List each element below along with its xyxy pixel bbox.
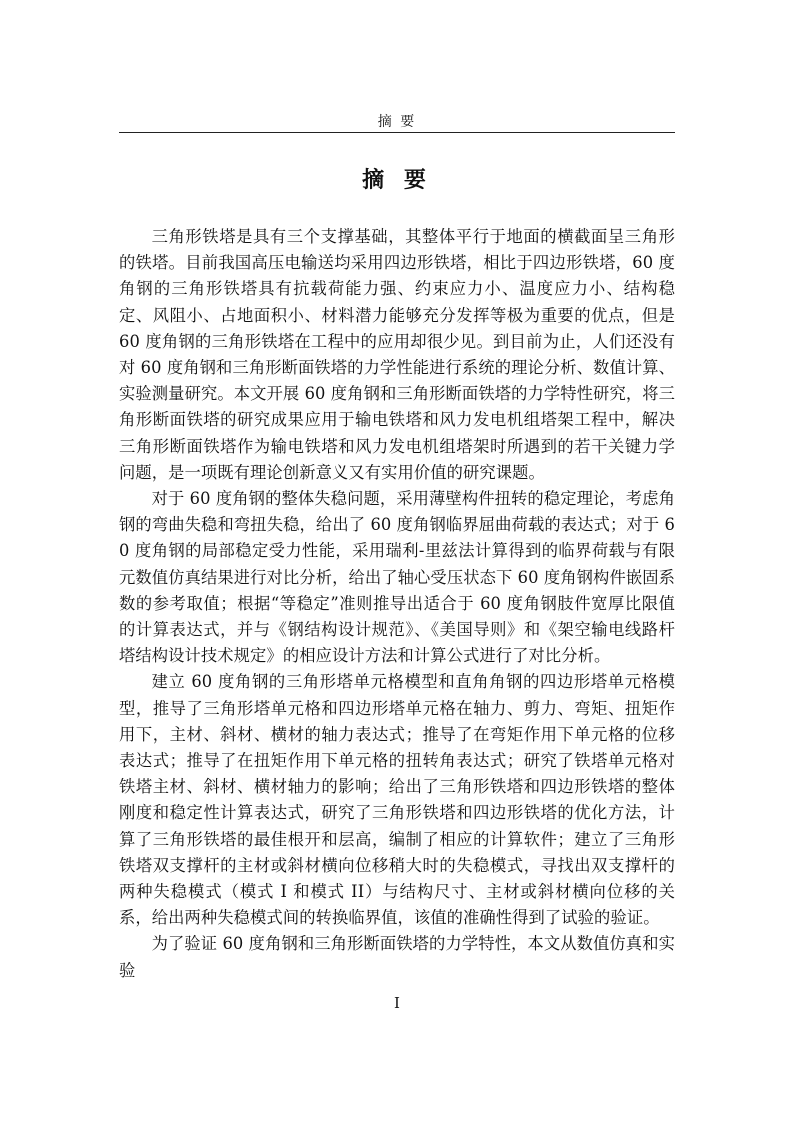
- page-number: I: [394, 994, 400, 1012]
- abstract-body: [119, 224, 675, 984]
- paragraph-3: 建立 60 度角钢的三角形塔单元格模型和直角角钢的四边形塔单元格模型，推导了三角形塔单元格和四边形塔单元格在轴力、剪力、弯矩、扭矩作用下，主材、斜材、横材的轴力表达式；推导了在弯矩作用下单元格的位移表达式；推导了在扭矩作用下单元格的扭转角表达式；研究了铁塔单元格对铁塔主材、斜材、横材轴力的影响；给出了三角形铁塔和四边形铁塔的整体刚度和稳定性计算表达式，研究了三角形铁塔和四边形铁塔的优化方法，计算了三角形铁塔的最佳根开和层高，编制了相应的计算软件；建立了三角形铁塔双支撑杆的主材或斜材横向位移稍大时的失稳模式，寻找出双支撑杆的两种失稳模式（模式 I 和模式 II）与结构尺寸、主材或斜材横向位移的关系，给出两种失稳模式间的转换临界值，该值的准确性得到了试验的验证。: [119, 672, 675, 928]
- paragraph-2: 对于 60 度角钢的整体失稳问题，采用薄壁构件扭转的稳定理论，考虑角钢的弯曲失稳和弯扭失稳，给出了 60 度角钢临界屈曲荷载的表达式；对于 60 度角钢的局部稳定受力性能，采用瑞利-里兹法计算得到的临界荷载与有限元数值仿真结果进行对比分析，给出了轴心受压状态下 60 度角钢构件嵌固系数的参考取值；根据“等稳定”准则推导出适合于 60 度角钢肢件宽厚比限值的计算表达式，并与《钢结构设计规范》、《美国导则》和《架空输电线路杆塔结构设计技术规定》的相应设计方法和计算公式进行了对比分析。: [119, 489, 675, 666]
- running-header: 摘 要: [377, 114, 417, 130]
- page-title: 摘 要: [362, 168, 432, 193]
- paragraph-4: 为了验证 60 度角钢和三角形断面铁塔的力学特性，本文从数值仿真和实验: [119, 934, 675, 980]
- header-rule: [119, 132, 675, 133]
- paragraph-1: 三角形铁塔是具有三个支撑基础，其整体平行于地面的横截面呈三角形的铁塔。目前我国高压电输送均采用四边形铁塔，相比于四边形铁塔，60 度角钢的三角形铁塔具有抗载荷能力强、约束应力小、温度应力小、结构稳定、风阻小、占地面积小、材料潜力能够充分发挥等极为重要的优点，但是 60 度角钢的三角形铁塔在工程中的应用却很少见。到目前为止，人们还没有对 60 度角钢和三角形断面铁塔的力学性能进行系统的理论分析、数值计算、实验测量研究。本文开展 60 度角钢和三角形断面铁塔的力学特性研究，将三角形断面铁塔的研究成果应用于输电铁塔和风力发电机组塔架工程中，解决三角形断面铁塔作为输电铁塔和风力发电机组塔架时所遇到的若干关键力学问题，是一项既有理论创新意义又有实用价值的研究课题。: [119, 227, 675, 482]
